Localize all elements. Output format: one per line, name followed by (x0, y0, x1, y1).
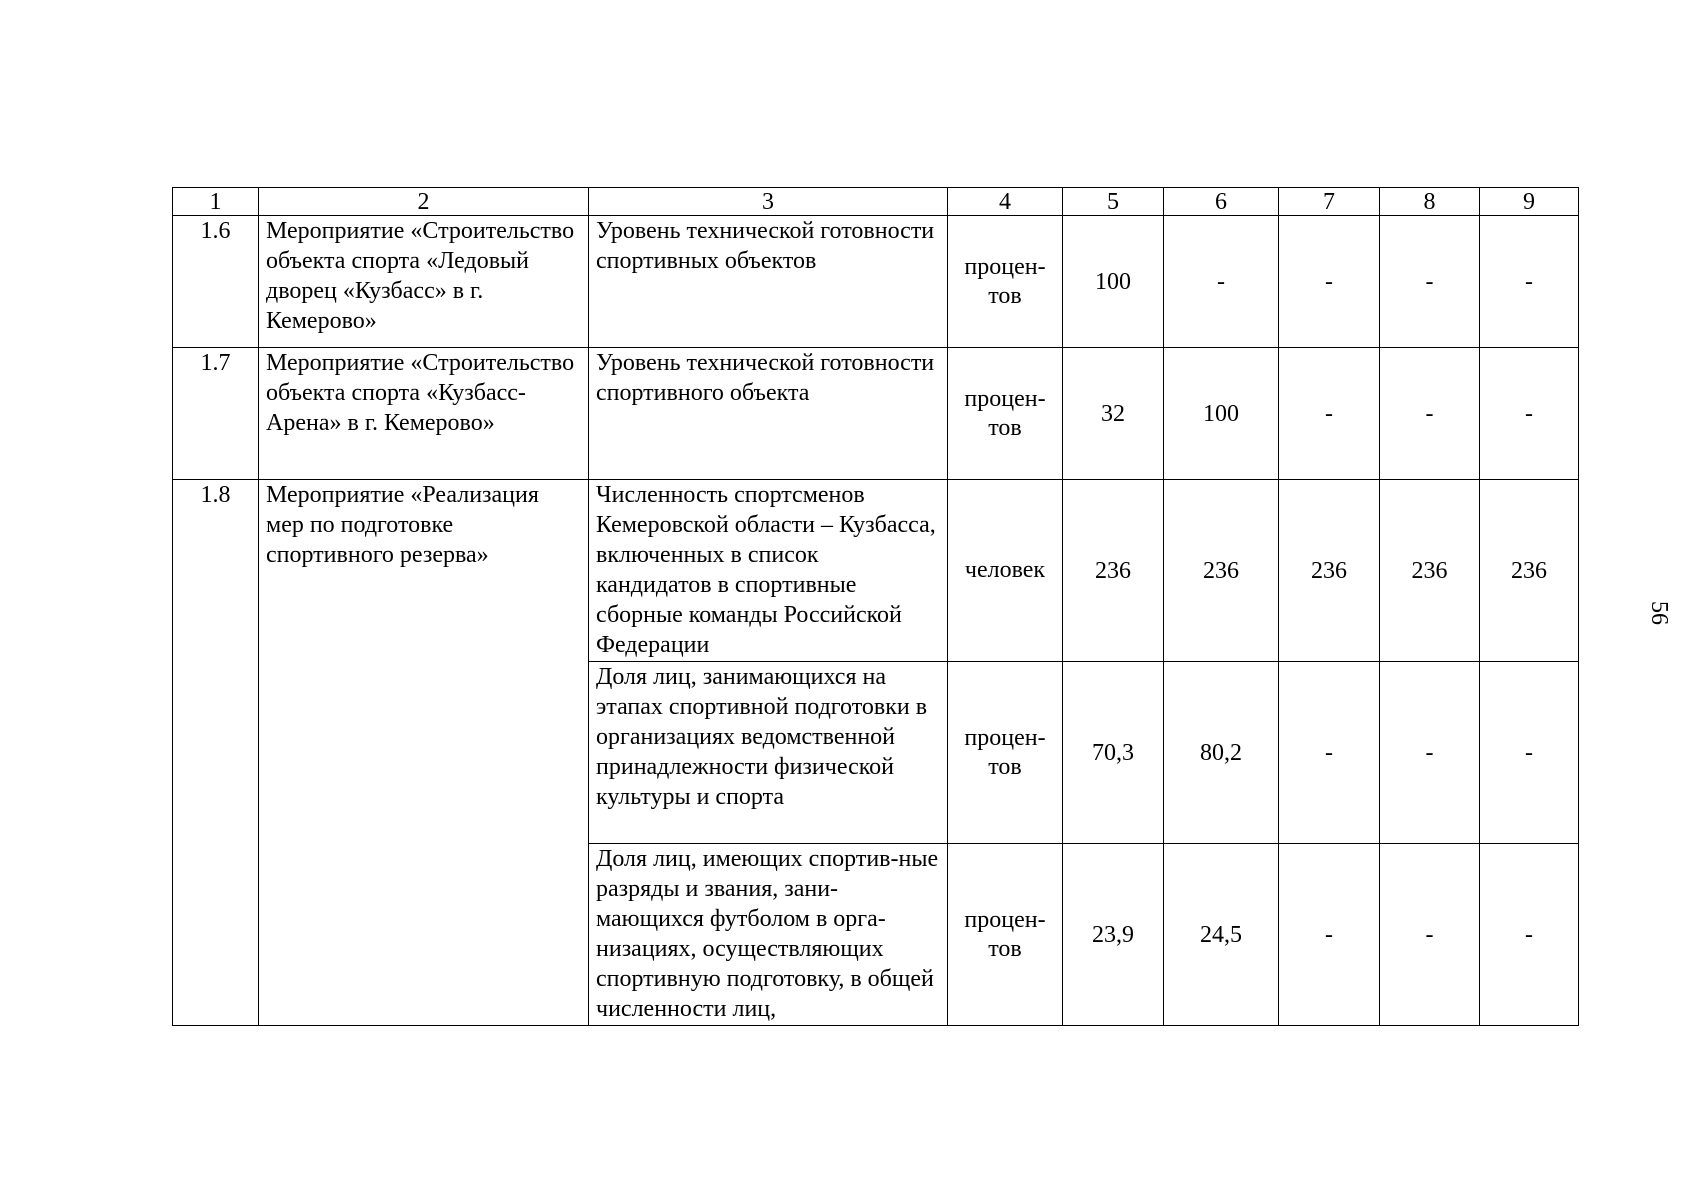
header-cell: 8 (1380, 188, 1480, 216)
indicator-cell: Доля лиц, имеющих спортив-ные разряды и звания, зани-мающихся футболом в орга-низациях, осуществляющих спортивную подготовку, в общей численности лиц, (589, 844, 948, 1026)
value-cell: 70,3 (1063, 662, 1164, 844)
event-cell: Мероприятие «Строительство объекта спорта «Ледовый дворец «Кузбасс» в г. Кемерово» (259, 216, 589, 348)
unit-cell: процен-тов (948, 662, 1063, 844)
value-cell: - (1480, 216, 1579, 348)
event-cell: Мероприятие «Строительство объекта спорта «Кузбасс-Арена» в г. Кемерово» (259, 348, 589, 480)
indicator-cell: Уровень технической готовности спортивных объектов (589, 216, 948, 348)
value-cell: 236 (1480, 480, 1579, 662)
table-row (173, 348, 1579, 480)
header-cell: 9 (1480, 188, 1579, 216)
indicator-cell: Численность спортсменов Кемеровской области – Кузбасса, включенных в список кандидатов в спортивные сборные команды Российской Федерации (589, 480, 948, 662)
header-cell: 5 (1063, 188, 1164, 216)
page-number: 56 (1646, 601, 1672, 625)
indicators-table (172, 187, 1579, 1026)
event-cell: Мероприятие «Реализация мер по подготовке спортивного резерва» (259, 480, 589, 1026)
value-cell: 236 (1063, 480, 1164, 662)
value-cell: - (1480, 348, 1579, 480)
value-cell: - (1279, 216, 1380, 348)
header-cell: 4 (948, 188, 1063, 216)
header-cell: 1 (173, 188, 259, 216)
value-cell: - (1380, 844, 1480, 1026)
row-number: 1.6 (173, 216, 259, 348)
value-cell: - (1480, 662, 1579, 844)
unit-cell: процен-тов (948, 348, 1063, 480)
header-cell: 6 (1164, 188, 1279, 216)
unit-cell: процен-тов (948, 216, 1063, 348)
row-number: 1.7 (173, 348, 259, 480)
header-cell: 7 (1279, 188, 1380, 216)
unit-cell: человек (948, 480, 1063, 662)
value-cell: 100 (1164, 348, 1279, 480)
table-row (173, 216, 1579, 348)
value-cell: 80,2 (1164, 662, 1279, 844)
indicator-cell: Доля лиц, занимающихся на этапах спортивной подготовки в организациях ведомственной принадлежности физической культуры и спорта (589, 662, 948, 844)
value-cell: 100 (1063, 216, 1164, 348)
value-cell: - (1279, 348, 1380, 480)
value-cell: 236 (1279, 480, 1380, 662)
value-cell: 32 (1063, 348, 1164, 480)
value-cell: - (1164, 216, 1279, 348)
header-cell: 2 (259, 188, 589, 216)
value-cell: 236 (1380, 480, 1480, 662)
table-row (173, 480, 1579, 662)
unit-cell: процен-тов (948, 844, 1063, 1026)
value-cell: - (1380, 348, 1480, 480)
indicator-cell: Уровень технической готовности спортивного объекта (589, 348, 948, 480)
value-cell: 24,5 (1164, 844, 1279, 1026)
value-cell: - (1380, 662, 1480, 844)
value-cell: - (1380, 216, 1480, 348)
row-number: 1.8 (173, 480, 259, 1026)
table-header-row (173, 188, 1579, 216)
value-cell: - (1279, 662, 1380, 844)
value-cell: - (1279, 844, 1380, 1026)
value-cell: - (1480, 844, 1579, 1026)
header-cell: 3 (589, 188, 948, 216)
value-cell: 236 (1164, 480, 1279, 662)
value-cell: 23,9 (1063, 844, 1164, 1026)
